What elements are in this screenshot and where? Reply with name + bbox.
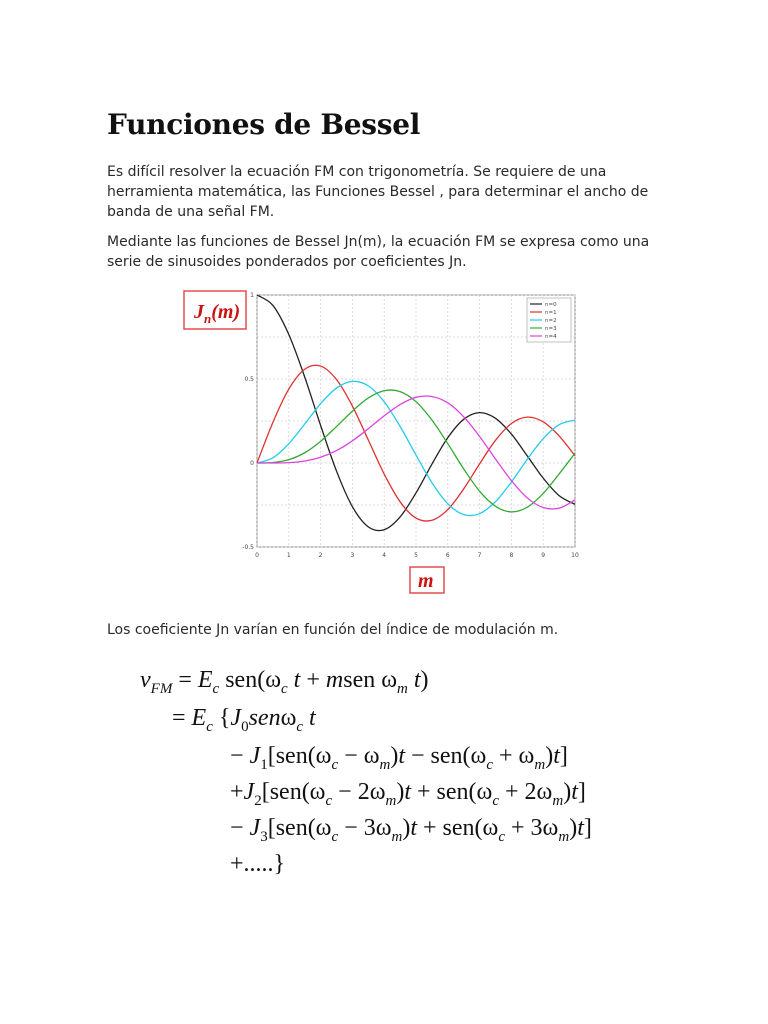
formula-line-5: − $J_3[sen(\omega_c - 3\omega_m)t + sen(\omega_c + 3\omega_m)t]$ — [230, 815, 592, 845]
page-title: Funciones de Bessel — [107, 108, 421, 141]
y-tick-label: 0 — [250, 460, 254, 467]
x-tick-label: 10 — [571, 552, 579, 559]
formula-line-1: $v_{FM} = E_c$ $sen(\omega_c$ t + msen $\omega_m$ t) — [140, 667, 429, 697]
x-tick-label: 9 — [541, 552, 546, 559]
bessel-chart — [180, 285, 590, 595]
x-tick-label: 7 — [477, 552, 482, 559]
formula-line-4: $+J_2[sen(\omega_c - 2\omega_m)t + sen(\omega_c + 2\omega_m)t]$ — [230, 779, 586, 809]
x-tick-label: 8 — [509, 552, 514, 559]
x-tick-label: 1 — [286, 552, 291, 559]
x-tick-label: 4 — [382, 552, 387, 559]
x-tick-label: 2 — [318, 552, 323, 559]
formula-line-3: − $J_1[sen(\omega_c - \omega_m)t - sen(\omega_c + \omega_m)t]$ — [230, 743, 568, 773]
fm-formula — [140, 655, 610, 885]
plot-area — [242, 292, 579, 559]
legend-label: n=1 — [545, 310, 557, 316]
y-tick-label: -0.5 — [242, 544, 254, 551]
legend-label: n=2 — [545, 318, 557, 324]
legend-label: n=0 — [545, 302, 557, 308]
x-tick-label: 0 — [255, 552, 259, 559]
x-tick-label: 3 — [350, 552, 355, 559]
bessel-paragraph: Mediante las funciones de Bessel Jn(m), la ecuación FM se expresa como una serie de sinusoides ponderados por coeficientes Jn. — [107, 234, 650, 270]
legend-label: n=3 — [545, 326, 557, 332]
y-tick-label: 0.5 — [244, 376, 254, 383]
x-axis-label: m — [418, 570, 434, 592]
legend-label: n=4 — [545, 334, 557, 340]
formula-line-2: = $E_c$ {$J_0sen\omega_c$ t — [172, 705, 316, 735]
coefficient-paragraph: Los coeficiente Jn varían en función del índice de modulación m. — [107, 622, 559, 638]
x-tick-label: 6 — [445, 552, 450, 559]
formula-line-6: +.....} — [230, 851, 286, 877]
x-tick-label: 5 — [414, 552, 418, 559]
y-tick-label: 1 — [250, 292, 254, 299]
y-axis-label: $J_n(m)$ — [194, 301, 241, 326]
intro-paragraph: Es difícil resolver la ecuación FM con trigonometría. Se requiere de una herramienta matemática, las Funciones Bessel , para determinar el ancho de banda de una señal FM. — [107, 164, 649, 220]
